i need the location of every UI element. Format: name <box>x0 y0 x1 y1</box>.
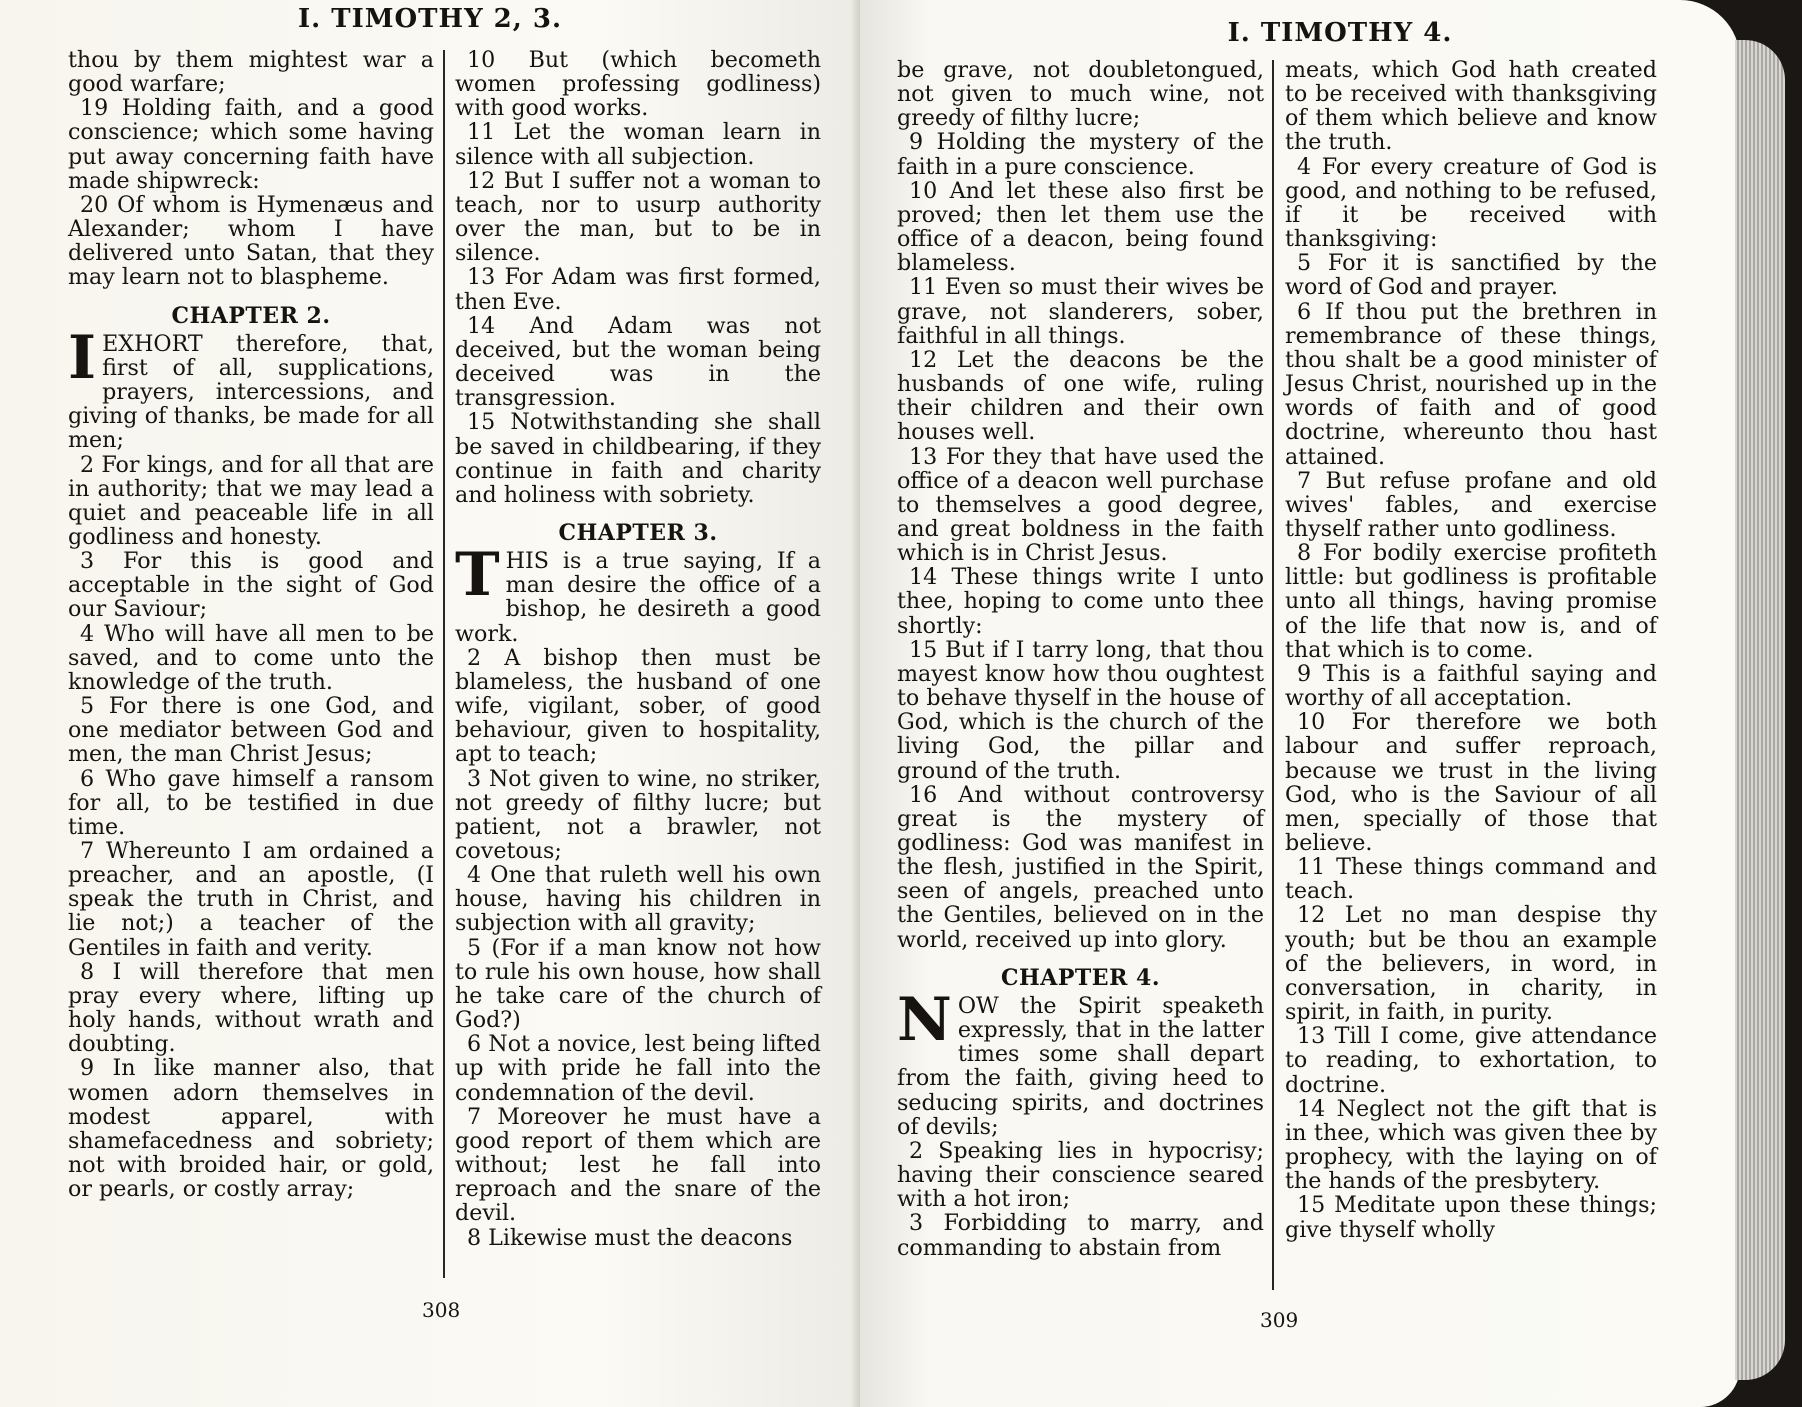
verse-paragraph: 10 But (which becometh women professing godliness) with good works. <box>455 47 821 122</box>
verse-paragraph: 14 And Adam was not deceived, but the woman being deceived was in the transgression. <box>455 312 821 412</box>
verse-paragraph: 15 Notwithstanding she shall be saved in childbearing, if they continue in faith and charity and holiness with sobriety. <box>455 409 821 508</box>
verse-paragraph: 13 For they that have used the office of a deacon well purchase to themselves a good degree, and great boldness in the faith which is in Christ Jesus. <box>897 443 1264 567</box>
verse-paragraph: 2 A bishop then must be blameless, the husband of one wife, vigilant, sober, of good behaviour, given to hospitality, apt to teach; <box>455 644 821 768</box>
left-page-number: 308 <box>422 1298 461 1322</box>
verse-paragraph: 4 One that ruleth well his own house, having his children in subjection with all gravity; <box>455 862 821 937</box>
right-running-head: I. TIMOTHY 4. <box>1227 18 1453 48</box>
verse-paragraph <box>68 322 434 454</box>
chapter-heading: CHAPTER 4. <box>1001 964 1160 991</box>
verse-paragraph: 12 But I suffer not a woman to teach, nor to usurp authority over the man, but to be in silence. <box>455 167 821 267</box>
drop-cap: T <box>455 540 500 611</box>
verse-paragraph: 7 But refuse profane and old wives' fables, and exercise thyself rather unto godliness. <box>1285 467 1657 542</box>
verse-paragraph: 11 Let the woman learn in silence with all subjection. <box>455 119 821 170</box>
verse-paragraph <box>455 540 821 647</box>
verse-paragraph: 11 These things command and teach. <box>1285 854 1657 905</box>
verse-paragraph: 5 For there is one God, and one mediator between God and men, the man Christ Jesus; <box>68 693 434 768</box>
verse-paragraph: 4 Who will have all men to be saved, and to come unto the knowledge of the truth. <box>68 620 434 695</box>
drop-cap: N <box>897 984 952 1055</box>
verse-paragraph: 11 Even so must their wives be grave, not slanderers, sober, faithful in all things. <box>897 274 1264 349</box>
left-column-1 <box>68 48 434 1201</box>
verse-paragraph: 8 For bodily exercise profiteth little: but godliness is profitable unto all things, having promise of the life that now is, and of that which is to come. <box>1285 540 1657 663</box>
verse-paragraph: 10 For therefore we both labour and suffer reproach, because we trust in the living God, who is the Saviour of all men, specially of those that believe. <box>1285 709 1657 856</box>
chapter-heading: CHAPTER 2. <box>171 302 331 329</box>
verse-paragraph: 14 Neglect not the gift that is in thee, which was given thee by prophecy, with the laying on of the hands of the presbytery. <box>1285 1095 1657 1195</box>
verse-paragraph: 14 These things write I unto thee, hoping to come unto thee shortly: <box>897 564 1264 639</box>
verse-paragraph: 12 Let no man despise thy youth; but be thou an example of the believers, in word, in conversation, in charity, in spirit, in faith, in purity. <box>1285 902 1657 1026</box>
right-page-number: 309 <box>1260 1308 1299 1332</box>
chapter-heading: CHAPTER 3. <box>558 519 718 546</box>
right-column-rule <box>1272 60 1274 1290</box>
verse-paragraph: 5 (For if a man know not how to rule his own house, how shall he take care of the church of God?) <box>455 934 821 1034</box>
verse-paragraph: 9 This is a faithful saying and worthy of all acceptation. <box>1285 660 1657 712</box>
drop-cap: I <box>68 322 97 393</box>
verse-paragraph: 7 Whereunto I am ordained a preacher, and an apostle, (I speak the truth in Christ, and lie not;) a teacher of the Gentiles in faith and verity. <box>68 838 434 961</box>
verse-paragraph: 6 Not a novice, lest being lifted up with pride he fall into the condemnation of the devil. <box>455 1031 821 1106</box>
verse-paragraph: 5 For it is sanctified by the word of God and prayer. <box>1285 250 1657 301</box>
verse-paragraph: 6 Who gave himself a ransom for all, to be testified in due time. <box>68 765 434 840</box>
left-page <box>0 0 860 1407</box>
verse-paragraph: 4 For every creature of God is good, and nothing to be refused, if it be received with thanksgiving: <box>1285 153 1657 253</box>
verse-paragraph: 9 Holding the mystery of the faith in a pure conscience. <box>897 129 1264 180</box>
verse-text: HIS is a true saying, If a man desire the office of a bishop, he desireth a good work. <box>455 548 821 647</box>
verse-paragraph: be grave, not doubletongued, not given to much wine, not greedy of filthy lucre; <box>897 57 1264 132</box>
right-page <box>860 0 1740 1407</box>
verse-paragraph: 3 Not given to wine, no striker, not greedy of filthy lucre; but patient, not a brawler, not covetous; <box>455 765 821 864</box>
right-column-2 <box>1285 58 1657 1242</box>
verse-paragraph <box>897 984 1264 1140</box>
left-column-2 <box>455 48 821 1250</box>
verse-paragraph: 16 And without controversy great is the mystery of godliness: God was manifest in the flesh, justified in the Spirit, seen of angels, preached unto the Gentiles, believed on in the world, received up into glory. <box>897 781 1264 953</box>
verse-paragraph: meats, which God hath created to be received with thanksgiving of them which believe and know the truth. <box>1285 57 1657 156</box>
verse-paragraph: 3 For this is good and acceptable in the sight of God our Saviour; <box>68 548 434 623</box>
verse-paragraph: 2 For kings, and for all that are in authority; that we may lead a quiet and peaceable life in all godliness and honesty. <box>68 451 434 550</box>
verse-paragraph: 20 Of whom is Hymenæus and Alexander; whom I have delivered unto Satan, that they may learn not to blaspheme. <box>68 191 434 291</box>
verse-paragraph: thou by them mightest war a good warfare; <box>68 47 434 98</box>
verse-paragraph: 2 Speaking lies in hypocrisy; having their conscience seared with a hot iron; <box>897 1137 1264 1213</box>
verse-paragraph: 10 And let these also first be proved; then let them use the office of a deacon, being found blameless. <box>897 177 1264 277</box>
verse-paragraph: 6 If thou put the brethren in remembrance of these things, thou shalt be a good minister of Jesus Christ, nourished up in the words of faith and of good doctrine, whereunto thou hast attained. <box>1285 298 1657 470</box>
verse-paragraph: 13 For Adam was first formed, then Eve. <box>455 264 821 315</box>
verse-paragraph: 9 In like manner also, that women adorn themselves in modest apparel, with shamefacedness and sobriety; not with broided hair, or gold, or pearls, or costly array; <box>68 1055 434 1203</box>
verse-paragraph: 15 But if I tarry long, that thou mayest know how thou oughtest to behave thyself in the house of God, which is the church of the living God, the pillar and ground of the truth. <box>897 636 1264 784</box>
verse-paragraph: 19 Holding faith, and a good conscience; which some having put away concerning faith have made shipwreck: <box>68 95 434 194</box>
verse-paragraph: 12 Let the deacons be the husbands of one wife, ruling their children and their own houses well. <box>897 346 1264 446</box>
verse-text: OW the Spirit speaketh expressly, that in the latter times some shall depart from the faith, giving heed to seducing spirits, and doctrines of devils; <box>897 992 1264 1140</box>
verse-paragraph: 3 Forbidding to marry, and commanding to abstain from <box>897 1210 1264 1261</box>
verse-paragraph: 7 Moreover he must have a good report of them which are without; lest he fall into reproach and the snare of the devil. <box>455 1103 821 1227</box>
verse-paragraph: 8 I will therefore that men pray every where, lifting up holy hands, without wrath and doubting. <box>68 958 434 1058</box>
page-edges <box>1735 40 1785 1380</box>
verse-text: EXHORT therefore, that, first of all, supplications, prayers, intercessions, and giving of thanks, be made for all men; <box>68 330 434 454</box>
verse-paragraph: 8 Likewise must the deacons <box>467 1224 793 1251</box>
left-running-head: I. TIMOTHY 2, 3. <box>297 4 563 34</box>
right-column-1 <box>897 58 1264 1260</box>
verse-paragraph: 13 Till I come, give attendance to reading, to exhortation, to doctrine. <box>1285 1023 1657 1098</box>
left-column-rule <box>443 50 445 1278</box>
verse-paragraph: 15 Meditate upon these things; give thyself wholly <box>1285 1192 1657 1243</box>
